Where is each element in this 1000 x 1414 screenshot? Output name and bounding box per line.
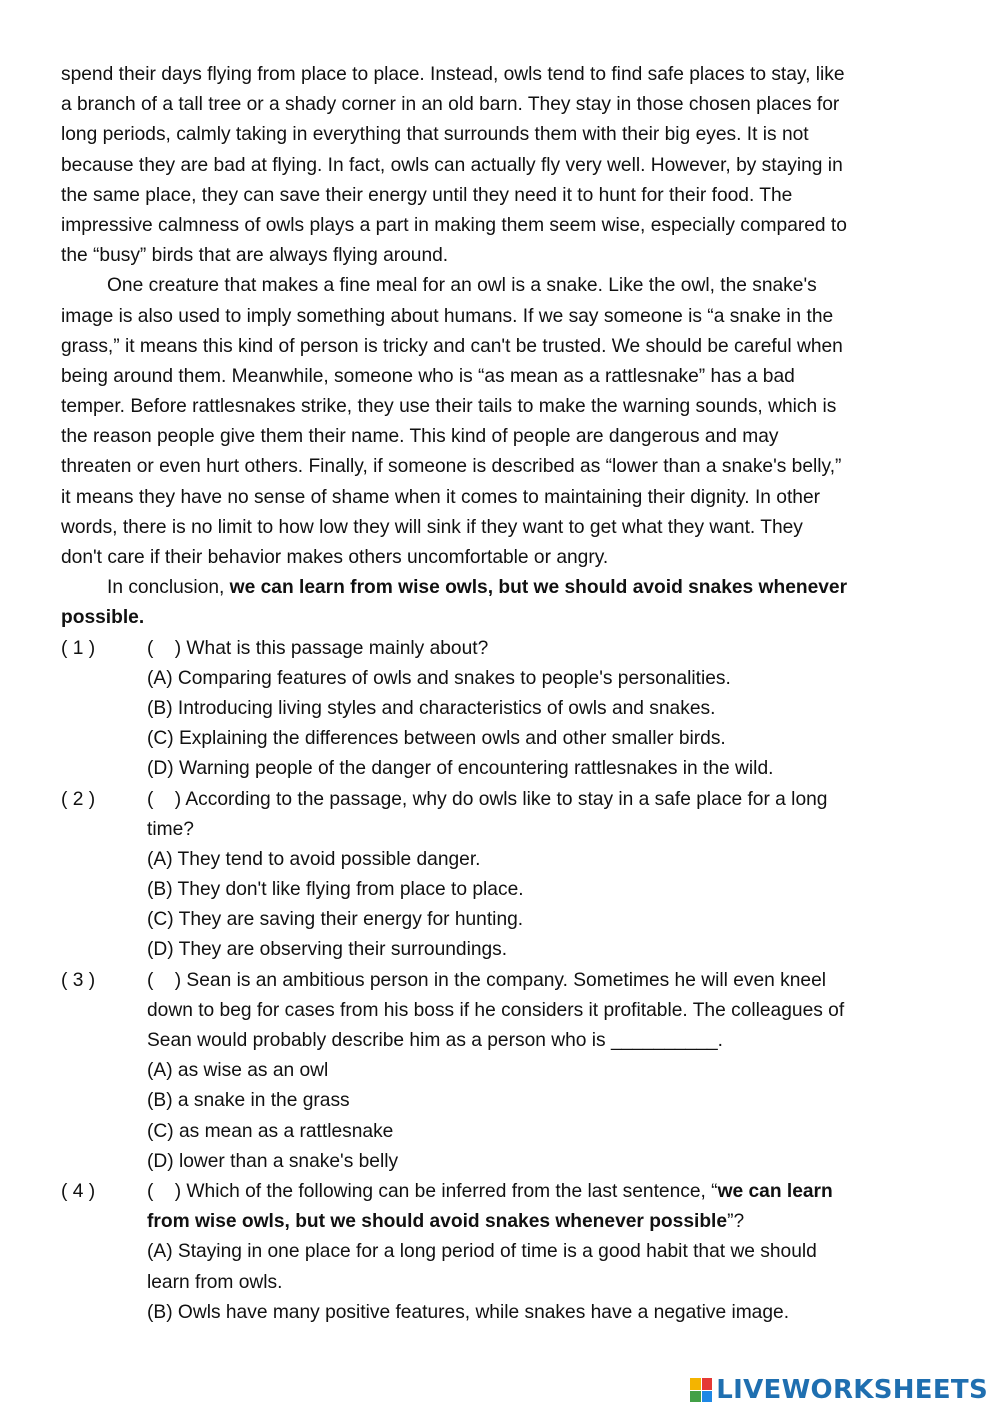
question-text[interactable]: ( ) Which of the following can be inferred from the last sentence, “ [147, 1180, 718, 1202]
text-line: because they are bad at flying. In fact, owls can actually fly very well. However, by staying in [61, 154, 843, 176]
text-line: threaten or even hurt others. Finally, if someone is described as “lower than a snake's belly,” [61, 456, 842, 478]
text-line: the “busy” birds that are always flying around. [61, 245, 449, 267]
conclusion-prefix: In conclusion, [107, 577, 230, 599]
question-stem [61, 785, 941, 815]
paragraph-owls [61, 60, 941, 271]
answer-option: (C) They are saving their energy for hunting. [147, 909, 524, 931]
question-text: down to beg for cases from his boss if he considers it profitable. The colleagues of [147, 999, 845, 1021]
question-text[interactable]: ( ) Sean is an ambitious person in the company. Sometimes he will even kneel [147, 969, 827, 991]
answer-option: (C) Explaining the differences between owls and other smaller birds. [147, 728, 726, 750]
question-bold-quote: from wise owls, but we should avoid snakes whenever possible [147, 1211, 728, 1233]
logo-text: LIVEWORKSHEETS [716, 1375, 988, 1405]
text-line: One creature that makes a fine meal for an owl is a snake. Like the owl, the snake's [107, 275, 817, 297]
text-line: impressive calmness of owls plays a part in making them seem wise, especially compared to [61, 214, 847, 236]
text-line: the reason people give them their name. This kind of people are dangerous and may [61, 426, 779, 448]
answer-option: (B) They don't like flying from place to place. [147, 879, 524, 901]
conclusion-bold: we can learn from wise owls, but we should avoid snakes whenever [229, 577, 848, 599]
answer-option: (B) Introducing living styles and characteristics of owls and snakes. [147, 697, 716, 719]
question-stem [61, 966, 941, 996]
text-line [61, 603, 941, 633]
liveworksheets-logo [690, 1375, 988, 1405]
conclusion-bold: possible. [61, 607, 145, 629]
worksheet-page [61, 60, 941, 1328]
paragraph-conclusion [61, 573, 941, 633]
text-line: don't care if their behavior makes others uncomfortable or angry. [61, 547, 609, 568]
text-line: grass,” it means this kind of person is tricky and can't be trusted. We should be careful when [61, 335, 843, 357]
answer-option: (B) a snake in the grass [147, 1090, 350, 1112]
answer-option: (A) Staying in one place for a long period of time is a good habit that we should [147, 1241, 817, 1263]
question-4 [61, 1177, 941, 1328]
answer-option: learn from owls. [147, 1271, 283, 1293]
question-number: ( 3 ) [61, 969, 96, 991]
answer-option: (D) Warning people of the danger of encountering rattlesnakes in the wild. [147, 758, 774, 780]
question-2 [61, 785, 941, 966]
question-stem [61, 634, 941, 664]
paragraph-snakes [61, 271, 941, 573]
answer-option: (A) Comparing features of owls and snakes to people's personalities. [147, 667, 731, 689]
text-line: a branch of a tall tree or a shady corner in an old barn. They stay in those chosen places for [61, 94, 840, 116]
answer-option: (B) Owls have many positive features, while snakes have a negative image. [147, 1301, 790, 1323]
answer-option: (D) lower than a snake's belly [147, 1150, 399, 1172]
text-line: temper. Before rattlesnakes strike, they use their tails to make the warning sounds, which is [61, 396, 837, 418]
logo-grid-icon [690, 1378, 712, 1402]
question-text[interactable]: ( ) According to the passage, why do owls like to stay in a safe place for a long [147, 788, 828, 810]
text-line: words, there is no limit to how low they will sink if they want to get what they want. They [61, 516, 803, 538]
question-text-end: ”? [727, 1211, 745, 1233]
text-line: the same place, they can save their energy until they need it to hunt for their food. The [61, 184, 793, 206]
text-line: being around them. Meanwhile, someone who is “as mean as a rattlesnake” has a bad [61, 365, 795, 387]
answer-option: (C) as mean as a rattlesnake [147, 1120, 394, 1142]
answer-option: (D) They are observing their surroundings. [147, 939, 508, 961]
question-number: ( 2 ) [61, 788, 96, 810]
question-bold-quote: we can learn [717, 1180, 833, 1202]
question-text [61, 1207, 941, 1237]
question-text[interactable]: ( ) What is this passage mainly about? [147, 637, 489, 659]
question-3 [61, 966, 941, 1177]
text-line [61, 573, 941, 603]
question-number: ( 1 ) [61, 637, 96, 659]
text-line: image is also used to imply something about humans. If we say someone is “a snake in the [61, 305, 834, 327]
text-line: spend their days flying from place to place. Instead, owls tend to find safe places to stay, like [61, 64, 845, 85]
question-text: time? [147, 818, 194, 840]
question-number: ( 4 ) [61, 1180, 96, 1202]
question-text: Sean would probably describe him as a person who is __________. [147, 1030, 723, 1051]
question-1 [61, 634, 941, 785]
answer-option: (A) They tend to avoid possible danger. [147, 848, 481, 870]
text-line: long periods, calmly taking in everything that surrounds them with their big eyes. It is not [61, 124, 809, 146]
text-line: it means they have no sense of shame when it comes to maintaining their dignity. In other [61, 486, 821, 508]
answer-option: (A) as wise as an owl [147, 1060, 329, 1082]
question-stem [61, 1177, 941, 1207]
